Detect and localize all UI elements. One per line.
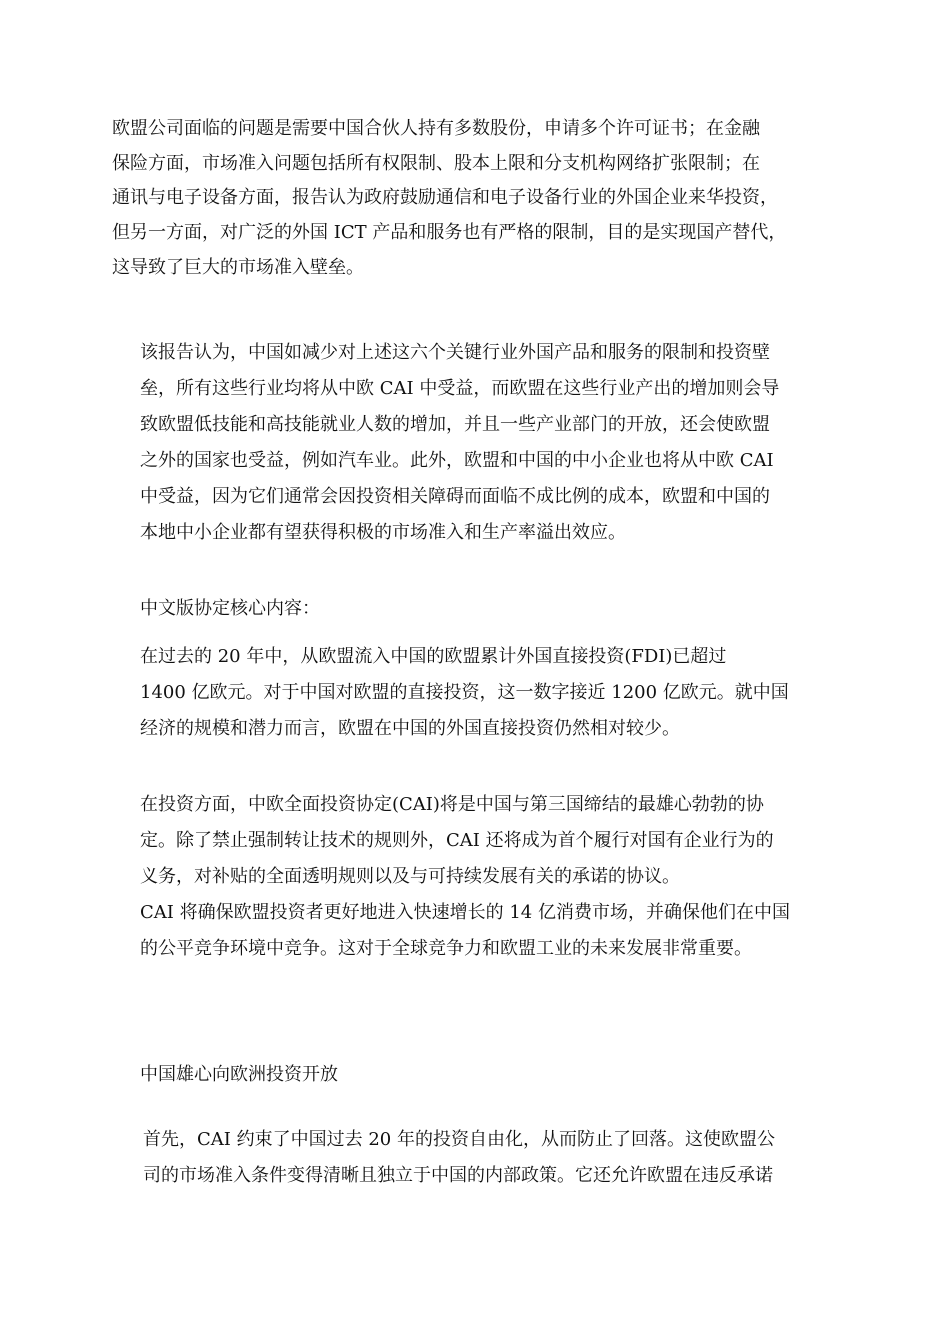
- text-line: 经济的规模和潜力而言，欧盟在中国的外国直接投资仍然相对较少。: [140, 718, 680, 739]
- text-line: 司的市场准入条件变得清晰且独立于中国的内部政策。它还允许欧盟在违反承诺: [143, 1165, 773, 1186]
- text-line: 致欧盟低技能和高技能就业人数的增加，并且一些产业部门的开放，还会使欧盟: [140, 414, 770, 435]
- text-line: 首先，CAI 约束了中国过去 20 年的投资自由化，从而防止了回落。这使欧盟公: [143, 1129, 775, 1150]
- text-line: 通讯与电子设备方面，报告认为政府鼓励通信和电子设备行业的外国企业来华投资，: [112, 187, 778, 208]
- text-line: 之外的国家也受益，例如汽车业。此外，欧盟和中国的中小企业也将从中欧 CAI: [140, 450, 774, 471]
- text-line: 中受益，因为它们通常会因投资相关障碍而面临不成比例的成本，欧盟和中国的: [140, 486, 770, 507]
- text-line: 该报告认为，中国如减少对上述这六个关键行业外国产品和服务的限制和投资壁: [140, 342, 770, 363]
- text-line: 但另一方面，对广泛的外国 ICT 产品和服务也有严格的限制，目的是实现国产替代，: [112, 222, 787, 243]
- text-line: 1400 亿欧元。对于中国对欧盟的直接投资，这一数字接近 1200 亿欧元。就中国: [140, 682, 789, 703]
- section-heading: 中国雄心向欧洲投资开放: [140, 1064, 338, 1085]
- section-heading: 中文版协定核心内容：: [140, 598, 320, 619]
- text-line: CAI 将确保欧盟投资者更好地进入快速增长的 14 亿消费市场，并确保他们在中国: [140, 902, 790, 923]
- text-line: 保险方面，市场准入问题包括所有权限制、股本上限和分支机构网络扩张限制；在: [112, 153, 760, 174]
- text-line: 垒，所有这些行业均将从中欧 CAI 中受益，而欧盟在这些行业产出的增加则会导: [140, 378, 780, 399]
- text-line: 这导致了巨大的市场准入壁垒。: [112, 257, 364, 278]
- text-line: 本地中小企业都有望获得积极的市场准入和生产率溢出效应。: [140, 522, 626, 543]
- text-line: 定。除了禁止强制转让技术的规则外，CAI 还将成为首个履行对国有企业行为的: [140, 830, 774, 851]
- text-line: 义务，对补贴的全面透明规则以及与可持续发展有关的承诺的协议。: [140, 866, 680, 887]
- text-line: 的公平竞争环境中竞争。这对于全球竞争力和欧盟工业的未来发展非常重要。: [140, 938, 752, 959]
- text-line: 在投资方面，中欧全面投资协定(CAI)将是中国与第三国缔结的最雄心勃勃的协: [140, 794, 764, 815]
- text-line: 在过去的 20 年中，从欧盟流入中国的欧盟累计外国直接投资(FDI)已超过: [140, 646, 727, 667]
- text-line: 欧盟公司面临的问题是需要中国合伙人持有多数股份，申请多个许可证书；在金融: [112, 118, 760, 139]
